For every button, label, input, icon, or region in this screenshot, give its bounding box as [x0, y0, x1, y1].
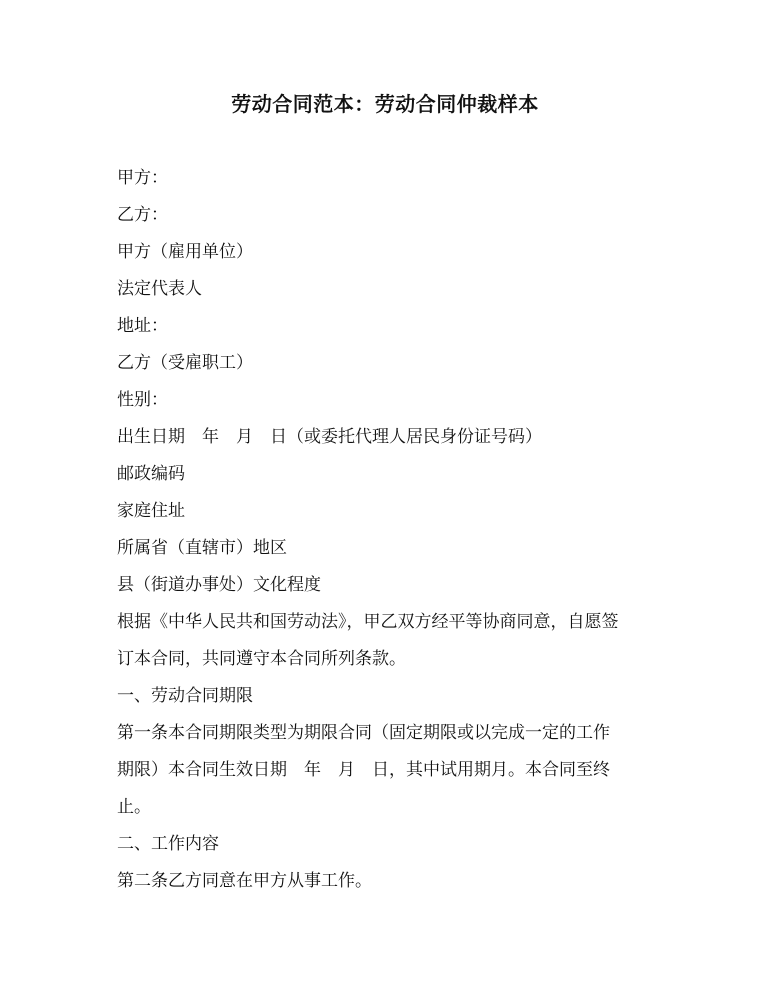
- legal-representative-line: 法定代表人: [117, 279, 202, 299]
- document-body: [117, 160, 657, 900]
- section-heading-term: 一、劳动合同期限: [117, 686, 253, 706]
- province-line: 所属省（直辖市）地区: [117, 538, 287, 558]
- postal-code-line: 邮政编码: [117, 464, 185, 484]
- party-a-line: 甲方：: [117, 168, 168, 188]
- party-b-line: 乙方：: [117, 205, 168, 225]
- county-education-line: 县（街道办事处）文化程度: [117, 575, 321, 595]
- gender-line: 性别：: [117, 390, 168, 410]
- intro-paragraph-row: 根据《中华人民共和国劳动法》，甲乙双方经平等协商同意，自愿签: [117, 612, 619, 632]
- document-title: 劳动合同范本：劳动合同仲裁样本: [231, 92, 539, 116]
- article-one-row: 期限）本合同生效日期 年 月 日，其中试用期月。本合同至终: [117, 760, 610, 780]
- home-address-line: 家庭住址: [117, 501, 185, 521]
- article-one-row: 止。: [117, 797, 151, 817]
- birth-date-line: 出生日期 年 月 日（或委托代理人居民身份证号码）: [117, 427, 542, 447]
- intro-paragraph: [117, 604, 657, 678]
- article-one-paragraph: [117, 715, 657, 826]
- employer-line: 甲方（雇用单位）: [117, 242, 253, 262]
- article-one-row: 第一条本合同期限类型为期限合同（固定期限或以完成一定的工作: [117, 723, 610, 743]
- intro-paragraph-row: 订本合同，共同遵守本合同所列条款。: [117, 649, 406, 669]
- employee-line: 乙方（受雇职工）: [117, 353, 253, 373]
- article-two-paragraph: 第二条乙方同意在甲方从事工作。: [117, 871, 372, 891]
- address-line: 地址：: [117, 316, 168, 336]
- section-heading-work: 二、工作内容: [117, 834, 219, 854]
